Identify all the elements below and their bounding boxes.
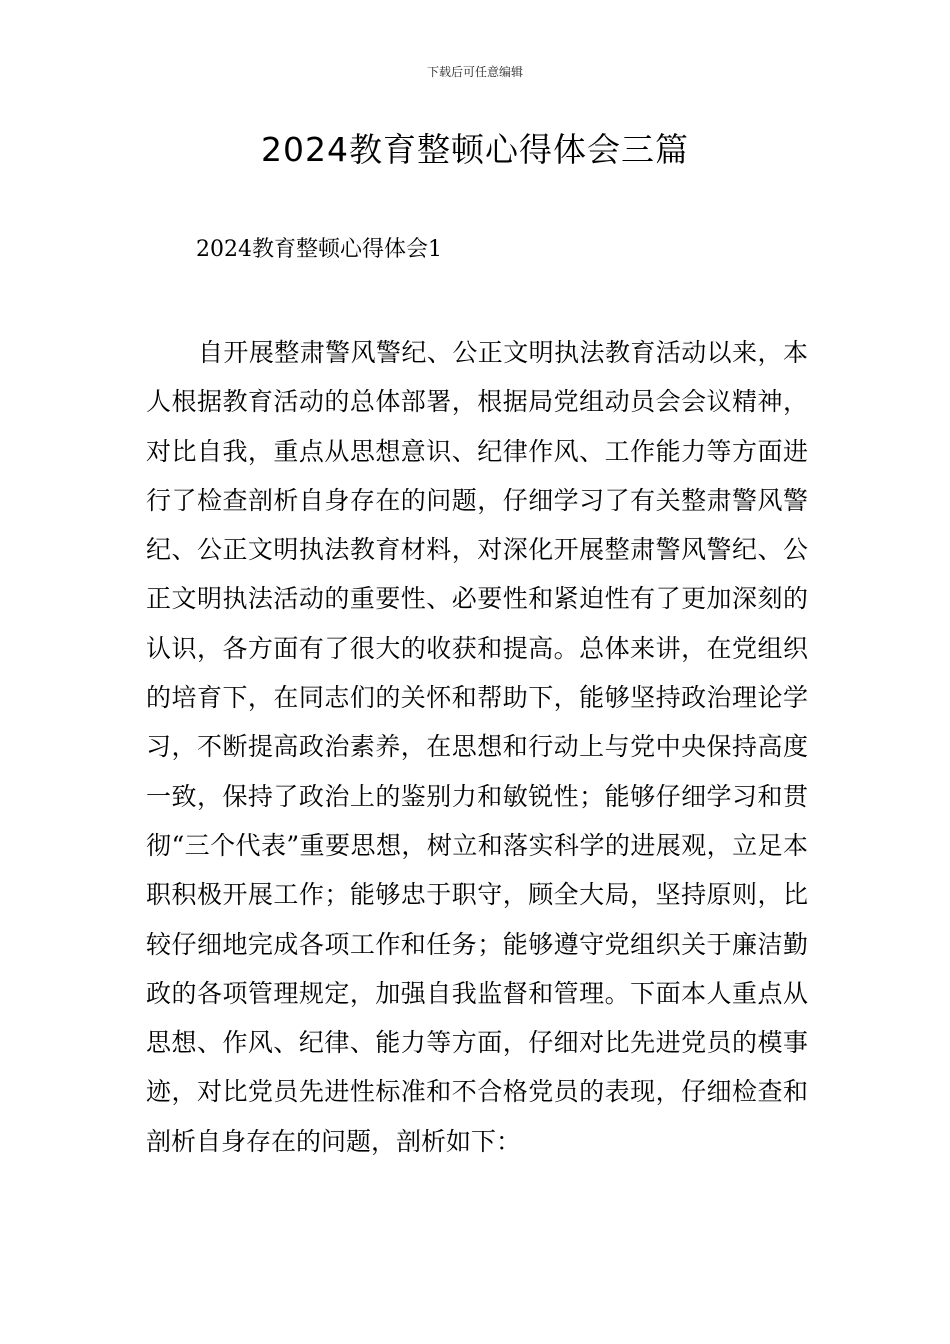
section-heading: 2024教育整顿心得体会1 <box>196 237 442 262</box>
document-title: 2024教育整顿心得体会三篇 <box>261 130 689 169</box>
body-paragraph: 自开展整肃警风警纪、公正文明执法教育活动以来，本人根据教育活动的总体部署，根据局党组动员会会议精神，对比自我，重点从思想意识、纪律作风、工作能力等方面进行了检查剖析自身存在的问题，仔细学习了有关整肃警风警纪、公正文明执法教育材料，对深化开展整肃警风警纪、公正文明执法活动的重要性、必要性和紧迫性有了更加深刻的认识，各方面有了很大的收获和提高。总体来讲，在党组织的培育下，在同志们的关怀和帮助下，能够坚持政治理论学习，不断提高政治素养，在思想和行动上与党中央保持高度一致，保持了政治上的鉴别力和敏锐性；能够仔细学习和贯彻“三个代表”重要思想，树立和落实科学的进展观，立足本职积极开展工作；能够忠于职守，顾全大局，坚持原则，比较仔细地完成各项工作和任务；能够遵守党组织关于廉洁勤政的各项管理规定，加强自我监督和管理。下面本人重点从思想、作风、纪律、能力等方面，仔细对比先进党员的模事迹，对比党员先进性标准和不合格党员的表现，仔细检查和剖析自身存在的问题，剖析如下： <box>146 338 808 1156</box>
header-note: 下载后可任意编辑 <box>426 65 523 79</box>
